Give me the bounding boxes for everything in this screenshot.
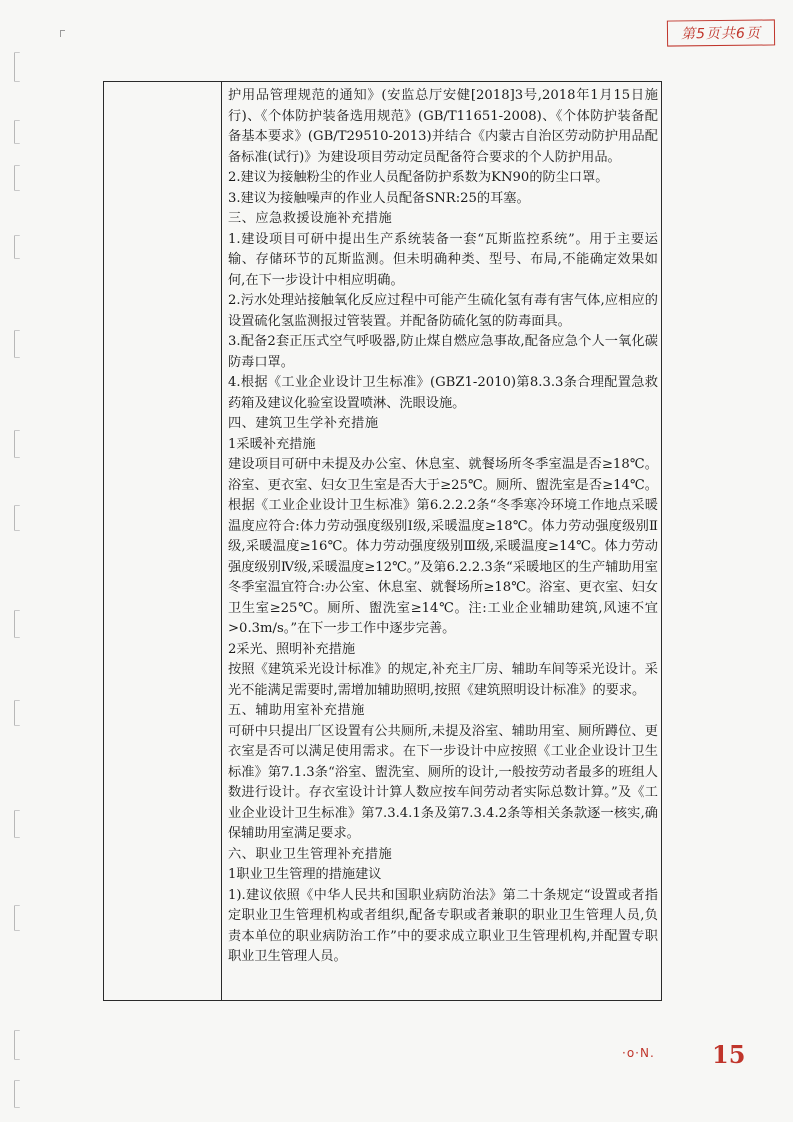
binding-mark	[14, 52, 20, 82]
subsection-heading: 2采光、照明补充措施	[228, 641, 356, 657]
paragraph: 建设项目可研中未提及办公室、休息室、就餐场所冬季室温是否≥18℃。浴室、更衣室、妇女卫生室是否大于≥25℃。厕所、盥洗室是否≥14℃。根据《工业企业设计卫生标准》第6.2.2.2条“冬季寒冷环境工作地点采暖温度应符合:体力劳动强度级别Ⅰ级,采暖温度≥18℃。体力劳动强度级别Ⅱ级,采暖温度≥16℃。体力劳动强度级别Ⅲ级,采暖温度≥14℃。体力劳动强度级别Ⅳ级,采暖温度≥12℃。”及第6.2.2.3条“采暖地区的生产辅助用室冬季室温宜符合:办公室、休息室、就餐场所≥18℃。浴室、更衣室、妇女卫生室≥25℃。厕所、盥洗室≥14℃。注:工业企业辅助建筑,风速不宜>0.3m/s。”在下一步工作中逐步完善。	[228, 457, 658, 636]
table-column-divider	[221, 81, 222, 1001]
subsection-heading: 1职业卫生管理的措施建议	[228, 867, 382, 882]
paragraph: 1.建设项目可研中提出生产系统装备一套“瓦斯监控系统”。用于主要运输、存储环节的瓦斯监测。但未明确种类、型号、布局,不能确定效果如何,在下一步设计中相应明确。	[228, 231, 658, 288]
paragraph: 3.配备2套正压式空气呼吸器,防止煤自燃应急事故,配备应急个人一氧化碳防毒口罩。	[228, 334, 658, 370]
binding-mark	[14, 330, 20, 358]
binding-mark	[14, 1030, 20, 1060]
paragraph: 2.建议为接触粉尘的作业人员配备防护系数为KN90的防尘口罩。	[228, 170, 609, 185]
section-heading: 四、建筑卫生学补充措施	[228, 416, 379, 431]
binding-mark	[14, 430, 20, 458]
paragraph: 2.污水处理站接触氧化反应过程中可能产生硫化氢有毒有害气体,应相应的设置硫化氢监测报过管装置。并配备防硫化氢的防毒面具。	[228, 293, 658, 329]
section-heading: 五、辅助用室补充措施	[228, 703, 365, 718]
paragraph: 4.根据《工业企业设计卫生标准》(GBZ1-2010)第8.3.3条合理配置急救药箱及建议化验室设置喷淋、洗眼设施。	[228, 375, 658, 411]
binding-mark	[14, 700, 20, 726]
binding-mark	[14, 165, 20, 191]
binding-mark	[14, 120, 20, 144]
section-heading: 三、应急救援设施补充措施	[228, 211, 393, 226]
section-heading: 六、职业卫生管理补充措施	[228, 846, 393, 862]
paragraph: 可研中只提出厂区设置有公共厕所,未提及浴室、辅助用室、厕所蹲位、更衣室是否可以满足使用需求。在下一步设计中应按照《工业企业设计卫生标准》第7.1.3条“浴室、盥洗室、厕所的设计,一般按劳动者最多的班组人数进行设计。存衣室设计计算人数应按车间劳动者实际总数计算。”及《工业企业设计卫生标准》第7.3.4.1条及第7.3.4.2条等相关条款逐一核实,确保辅助用室满足要求。	[228, 723, 658, 841]
binding-marks	[0, 0, 40, 1122]
page-number: 15	[712, 1040, 746, 1069]
page-count-stamp: 第5页共6页	[667, 19, 775, 46]
paragraph: 护用品管理规范的通知》(安监总厅安健[2018]3号,2018年1月15日施行)、《个体防护装备选用规范》(GB/T11651-2008)、《个体防护装备配备基本要求》(GB/T29510-2013)并结合《内蒙古自治区劳动防护用品配备标准(试行)》为建设项目劳动定员配备符合要求的个人防护用品。	[228, 88, 658, 165]
binding-mark	[14, 610, 20, 638]
paragraph: 1).建议依照《中华人民共和国职业病防治法》第二十条规定“设置或者指定职业卫生管理机构或者组织,配备专职或者兼职的职业卫生管理人员,负责本单位的职业病防治工作”中的要求成立职业卫生管理机构,并配置专职职业卫生管理人员。	[228, 887, 658, 964]
paragraph: 按照《建筑采光设计标准》的规定,补充主厂房、辅助车间等采光设计。采光不能满足需要时,需增加辅助照明,按照《建筑照明设计标准》的要求。	[228, 662, 658, 698]
handwritten-marks: ·o·N.	[622, 1046, 655, 1060]
paragraph: 3.建议为接触噪声的作业人员配备SNR:25的耳塞。	[228, 190, 530, 206]
subsection-heading: 1采暖补充措施	[228, 436, 316, 452]
binding-mark	[14, 810, 20, 838]
binding-mark	[14, 1080, 20, 1108]
table-content-cell	[228, 86, 658, 968]
binding-mark	[14, 905, 20, 931]
binding-mark	[14, 235, 20, 259]
corner-mark	[60, 30, 65, 37]
binding-mark	[14, 505, 20, 531]
